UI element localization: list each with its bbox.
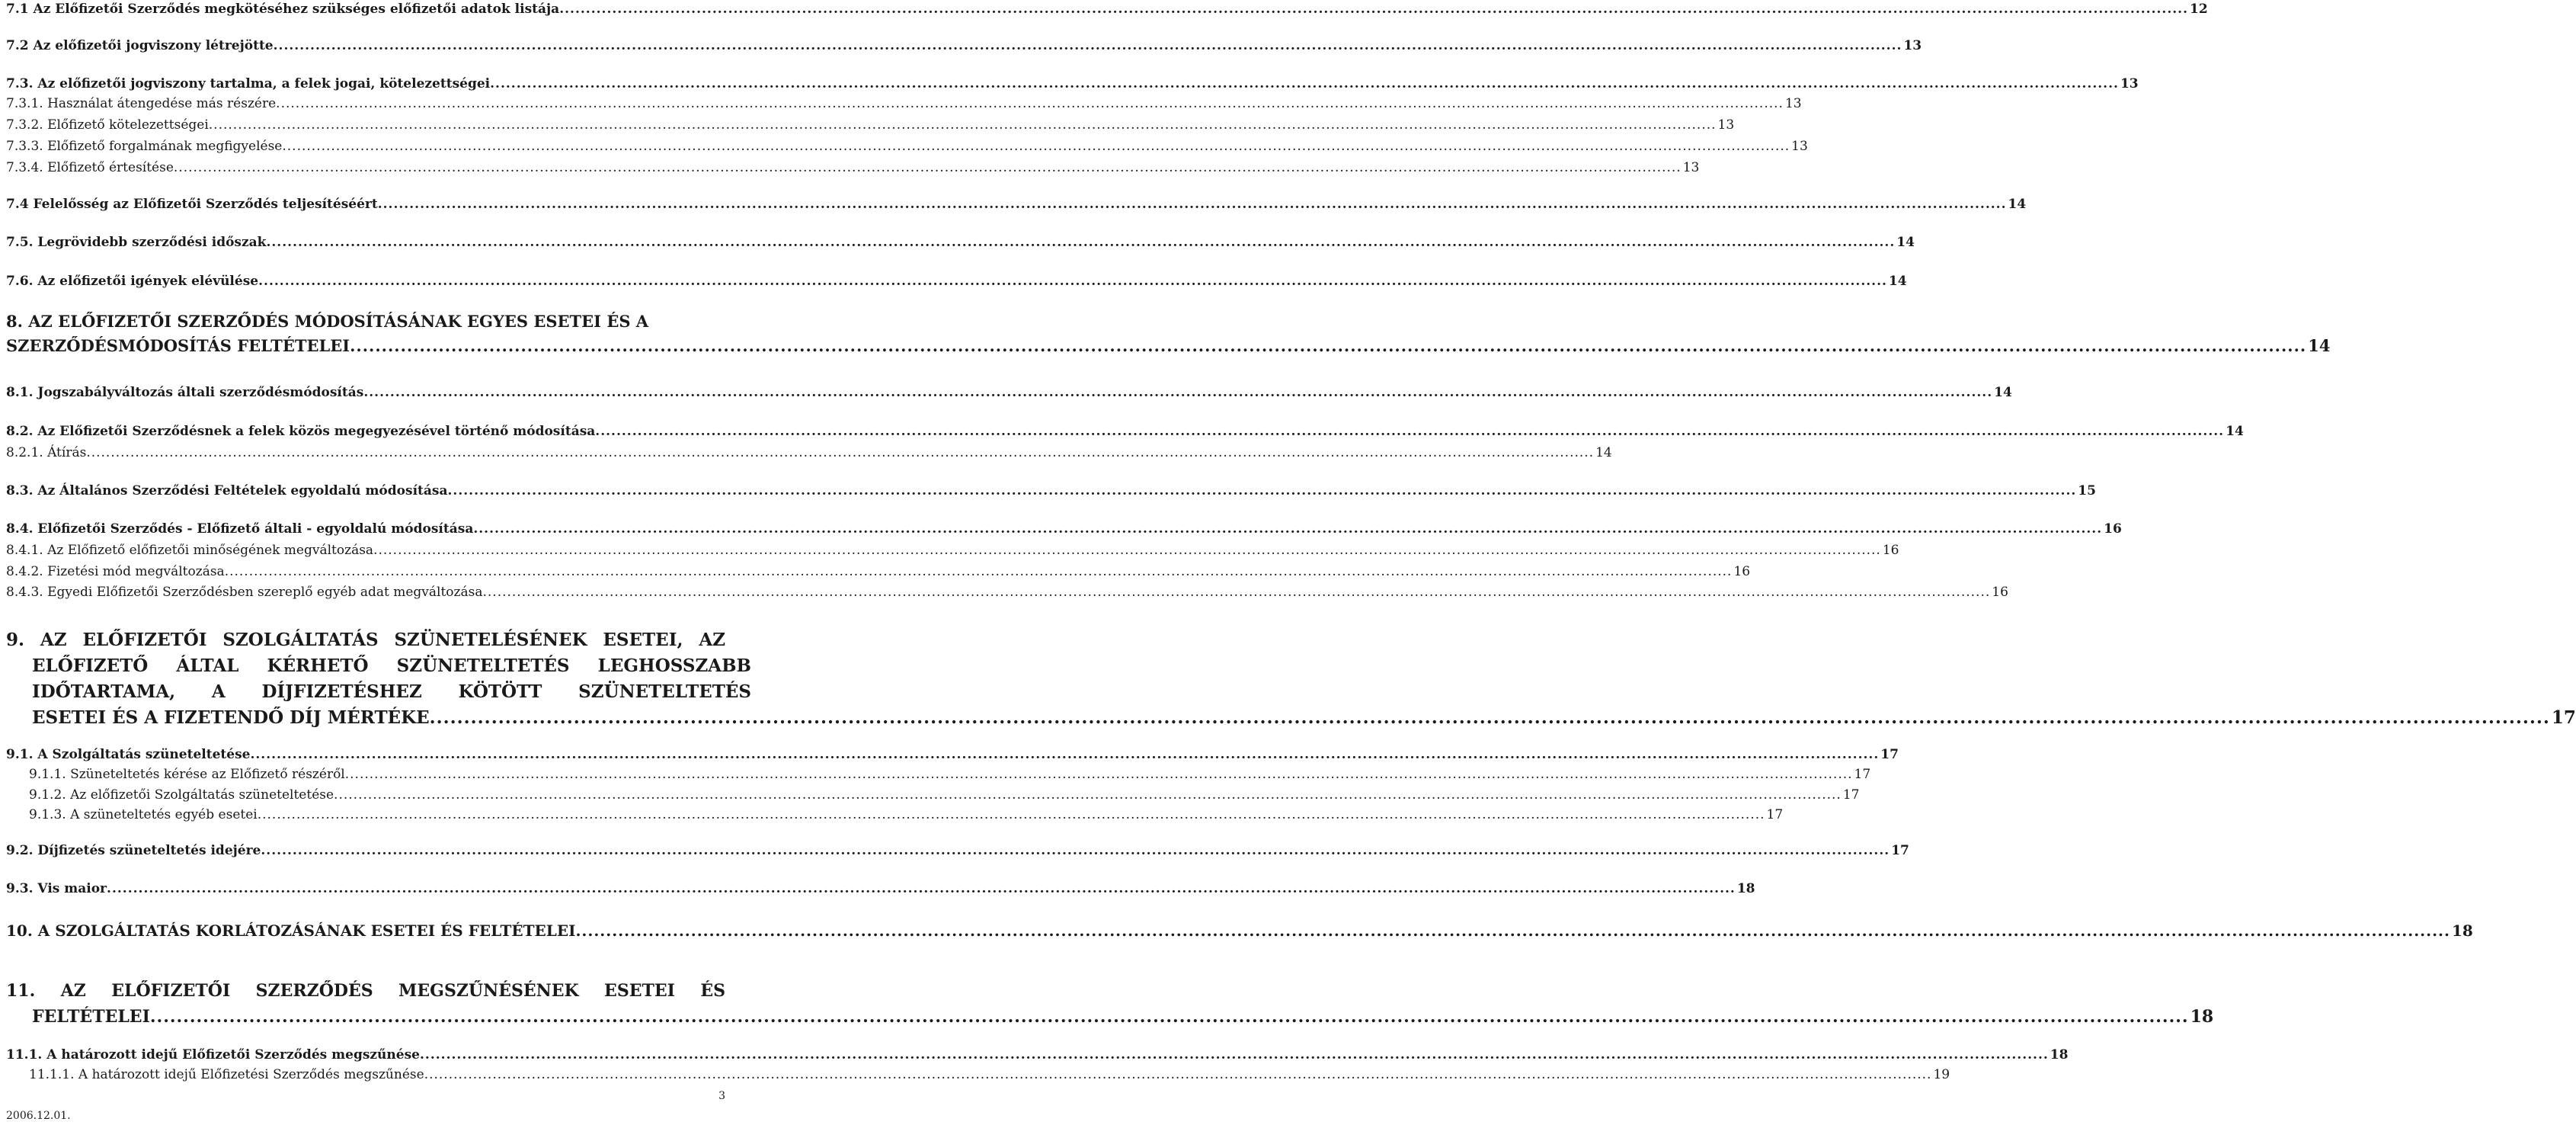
toc-entry[interactable] xyxy=(6,2,2208,17)
toc-entry[interactable] xyxy=(6,76,2139,91)
toc-title: Átírás xyxy=(47,445,87,460)
toc-title: Használat átengedése más részére xyxy=(47,96,277,111)
toc-title: Szüneteltetés kérése az Előfizető részéről xyxy=(70,767,345,782)
toc-page: 14 xyxy=(1896,235,1915,250)
toc-page: 17 xyxy=(1766,807,1784,822)
toc-entry[interactable] xyxy=(6,139,1808,154)
toc-title: Az előfizetői Szolgáltatás szüneteltetése xyxy=(70,787,334,803)
toc-leader xyxy=(250,747,1879,762)
toc-leader xyxy=(447,483,2076,498)
toc-page: 17 xyxy=(1891,843,1909,858)
toc-page: 18 xyxy=(2050,1047,2069,1062)
toc-page: 16 xyxy=(1733,564,1751,579)
toc-number: 11.1.1. xyxy=(29,1067,75,1082)
toc-leader xyxy=(378,197,2007,212)
toc-entry[interactable] xyxy=(6,543,1899,558)
toc-entry[interactable] xyxy=(6,843,1909,858)
toc-entry[interactable] xyxy=(6,274,1907,289)
toc-chapter-entry[interactable] xyxy=(6,978,2214,1030)
toc-title: Jogszabályváltozás általi szerződésmódosítás xyxy=(37,385,364,400)
toc-title: Felelősség az Előfizetői Szerződés teljesítéséért xyxy=(33,197,378,212)
toc-entry[interactable] xyxy=(6,1047,2069,1062)
toc-number: 7.4 xyxy=(6,197,29,212)
toc-entry[interactable] xyxy=(6,38,1922,53)
toc-number: 9. xyxy=(6,630,25,650)
toc-title: AZ ELŐFIZETŐI SZERZŐDÉS MEGSZŰNÉSÉNEK ESETEI ÉS xyxy=(60,981,725,1001)
toc-title: A Szolgáltatás szüneteltetése xyxy=(37,747,251,762)
toc-title: A SZOLGÁLTATÁS KORLÁTOZÁSÁNAK ESETEI ÉS FELTÉTELEI xyxy=(37,921,576,940)
toc-entry[interactable] xyxy=(6,445,1612,460)
toc-leader xyxy=(424,1067,1932,1082)
toc-page: 18 xyxy=(1736,881,1755,896)
toc-entry[interactable] xyxy=(29,807,1784,822)
toc-page: 14 xyxy=(1595,445,1612,460)
toc-number: 8.4.2. xyxy=(6,564,43,579)
toc-number: 8.4.1. xyxy=(6,543,43,558)
toc-entry[interactable] xyxy=(6,424,2244,439)
toc-title: Az előfizetői jogviszony létrejötte xyxy=(33,38,274,53)
toc-title: Az Előfizetői Szerződésnek a felek közös megegyezésével történő módosítása xyxy=(37,424,596,439)
toc-leader xyxy=(490,76,2119,91)
toc-page: 13 xyxy=(1717,117,1735,133)
toc-page: 19 xyxy=(1933,1067,1950,1082)
toc-entry[interactable] xyxy=(6,160,1700,175)
toc-entry[interactable] xyxy=(6,564,1751,579)
toc-entry[interactable] xyxy=(29,767,1871,782)
toc-number: 7.3. xyxy=(6,76,34,91)
toc-title: A határozott idejű Előfizetési Szerződés megszűnése xyxy=(78,1067,424,1082)
toc-page: 13 xyxy=(1682,160,1700,175)
toc-number: 7.2 xyxy=(6,38,29,53)
toc-entry[interactable] xyxy=(6,483,2096,498)
toc-title: Díjfizetés szüneteltetés idejére xyxy=(37,843,261,858)
toc-title: AZ ELŐFIZETŐI SZERZŐDÉS MÓDOSÍTÁSÁNAK EGYES ESETEI ÉS A xyxy=(28,312,649,331)
toc-entry[interactable] xyxy=(6,881,1755,896)
page-number: 3 xyxy=(718,1090,725,1102)
toc-title: Egyedi Előfizetői Szerződésben szereplő egyéb adat megváltozása xyxy=(47,585,483,600)
toc-page: 13 xyxy=(1791,139,1808,154)
toc-page: 18 xyxy=(2190,1007,2214,1027)
toc-number: 9.1.3. xyxy=(29,807,66,822)
toc-entry[interactable] xyxy=(6,385,2012,400)
toc-number: 11.1. xyxy=(6,1047,43,1062)
toc-number: 7.3.2. xyxy=(6,117,43,133)
toc-page: 13 xyxy=(1903,38,1922,53)
toc-page: 13 xyxy=(1784,96,1802,111)
toc-leader xyxy=(282,139,1790,154)
toc-entry[interactable] xyxy=(29,787,1860,803)
toc-entry[interactable] xyxy=(6,235,1915,250)
toc-entry[interactable] xyxy=(6,117,1735,133)
toc-entry[interactable] xyxy=(6,96,1802,111)
toc-number: 8.1. xyxy=(6,385,34,400)
toc-leader xyxy=(266,235,1895,250)
toc-number: 8.2.1. xyxy=(6,445,43,460)
toc-leader xyxy=(150,1004,2189,1030)
toc-chapter-entry[interactable] xyxy=(6,309,2331,358)
toc-leader xyxy=(261,843,1890,858)
toc-leader xyxy=(107,881,1736,896)
toc-leader xyxy=(174,160,1682,175)
toc-title: Az Általános Szerződési Feltételek egyoldalú módosítása xyxy=(37,483,448,498)
toc-page: 18 xyxy=(2452,921,2473,940)
toc-leader xyxy=(420,1047,2049,1062)
toc-number: 10. xyxy=(6,921,33,940)
toc-title: A határozott idejű Előfizetői Szerződés megszűnése xyxy=(46,1047,420,1062)
toc-leader xyxy=(595,424,2224,439)
toc-leader xyxy=(430,705,2550,731)
toc-title-continued: ELŐFIZETŐ ÁLTAL KÉRHETŐ SZÜNETELTETÉS LEGHOSSZABB xyxy=(32,655,751,676)
toc-leader xyxy=(258,807,1765,822)
toc-page: 14 xyxy=(1888,274,1907,289)
toc-title: Vis maior xyxy=(37,881,107,896)
toc-page: 14 xyxy=(2226,424,2244,439)
toc-entry[interactable] xyxy=(29,1067,1950,1082)
toc-number: 8.2. xyxy=(6,424,34,439)
toc-entry[interactable] xyxy=(6,197,2027,212)
toc-leader xyxy=(258,274,1887,289)
toc-leader xyxy=(345,767,1853,782)
toc-title: Előfizető kötelezettségei xyxy=(47,117,209,133)
toc-title: Az előfizetői jogviszony tartalma, a felek jogai, kötelezettségei xyxy=(37,76,491,91)
toc-leader xyxy=(225,564,1733,579)
toc-leader xyxy=(86,445,1594,460)
toc-number: 9.1. xyxy=(6,747,34,762)
toc-leader xyxy=(276,96,1784,111)
toc-title-continued: ESETEI ÉS A FIZETENDŐ DÍJ MÉRTÉKE xyxy=(32,707,430,728)
toc-page: 12 xyxy=(2190,2,2208,17)
toc-title-continued: IDŐTARTAMA, A DÍJFIZETÉSHEZ KÖTÖTT SZÜNETELTETÉS xyxy=(32,681,751,702)
toc-number: 7.3.3. xyxy=(6,139,43,154)
toc-number: 7.3.1. xyxy=(6,96,43,111)
footer-date: 2006.12.01. xyxy=(6,1110,71,1122)
toc-chapter-entry[interactable] xyxy=(6,627,2576,731)
toc-leader xyxy=(575,918,2450,943)
toc-number: 8. xyxy=(6,312,23,331)
toc-leader xyxy=(334,787,1842,803)
toc-title: Az Előfizetői Szerződés megkötéséhez szükséges előfizetői adatok listája xyxy=(33,2,560,17)
toc-page: 17 xyxy=(1854,767,1871,782)
toc-page: 17 xyxy=(2551,707,2576,728)
toc-page: 14 xyxy=(2008,197,2027,212)
toc-page: 16 xyxy=(1882,543,1899,558)
toc-number: 7.1 xyxy=(6,2,29,17)
toc-number: 9.1.2. xyxy=(29,787,66,803)
toc-leader xyxy=(373,543,1881,558)
toc-number: 8.4.3. xyxy=(6,585,43,600)
toc-number: 9.2. xyxy=(6,843,34,858)
toc-entry[interactable] xyxy=(6,521,2122,537)
toc-number: 8.4. xyxy=(6,521,34,537)
toc-title-continued: SZERZŐDÉSMÓDOSÍTÁS FELTÉTELEI xyxy=(6,336,350,355)
toc-title: Előfizető értesítése xyxy=(47,160,174,175)
toc-title: A szüneteltetés egyéb esetei xyxy=(70,807,258,822)
toc-title: Előfizetői Szerződés - Előfizető általi - egyoldalú módosítása xyxy=(37,521,474,537)
toc-entry[interactable] xyxy=(6,747,1899,762)
toc-page: 14 xyxy=(1994,385,2012,400)
toc-page: 17 xyxy=(1842,787,1860,803)
toc-title: Előfizető forgalmának megfigyelése xyxy=(47,139,283,154)
toc-leader xyxy=(350,334,2306,358)
toc-number: 11. xyxy=(6,981,36,1001)
toc-page: 13 xyxy=(2120,76,2139,91)
toc-leader xyxy=(473,521,2102,537)
toc-leader xyxy=(363,385,1992,400)
toc-title: AZ ELŐFIZETŐI SZOLGÁLTATÁS SZÜNETELÉSÉNEK ESETEI, AZ xyxy=(40,630,725,650)
toc-title: Fizetési mód megváltozása xyxy=(47,564,225,579)
toc-chapter-entry[interactable] xyxy=(6,918,2473,943)
toc-page: 14 xyxy=(2308,336,2331,355)
toc-number: 7.5. xyxy=(6,235,34,250)
toc-page: 17 xyxy=(1880,747,1899,762)
toc-number: 7.6. xyxy=(6,274,34,289)
toc-title: Az Előfizető előfizetői minőségének megváltozása xyxy=(47,543,374,558)
toc-number: 9.3. xyxy=(6,881,34,896)
toc-title-continued: FELTÉTELEI xyxy=(32,1007,150,1027)
toc-leader xyxy=(274,38,1902,53)
toc-number: 7.3.4. xyxy=(6,160,43,175)
toc-entry[interactable] xyxy=(6,585,2008,600)
toc-title: Legrövidebb szerződési időszak xyxy=(37,235,267,250)
toc-title: Az előfizetői igények elévülése xyxy=(37,274,259,289)
toc-leader xyxy=(209,117,1717,133)
toc-page: 16 xyxy=(1992,585,2008,600)
toc-number: 9.1.1. xyxy=(29,767,66,782)
toc-leader xyxy=(482,585,1990,600)
toc-number: 8.3. xyxy=(6,483,34,498)
toc-page: 16 xyxy=(2104,521,2122,537)
toc-page: 15 xyxy=(2078,483,2096,498)
toc-leader xyxy=(559,2,2188,17)
